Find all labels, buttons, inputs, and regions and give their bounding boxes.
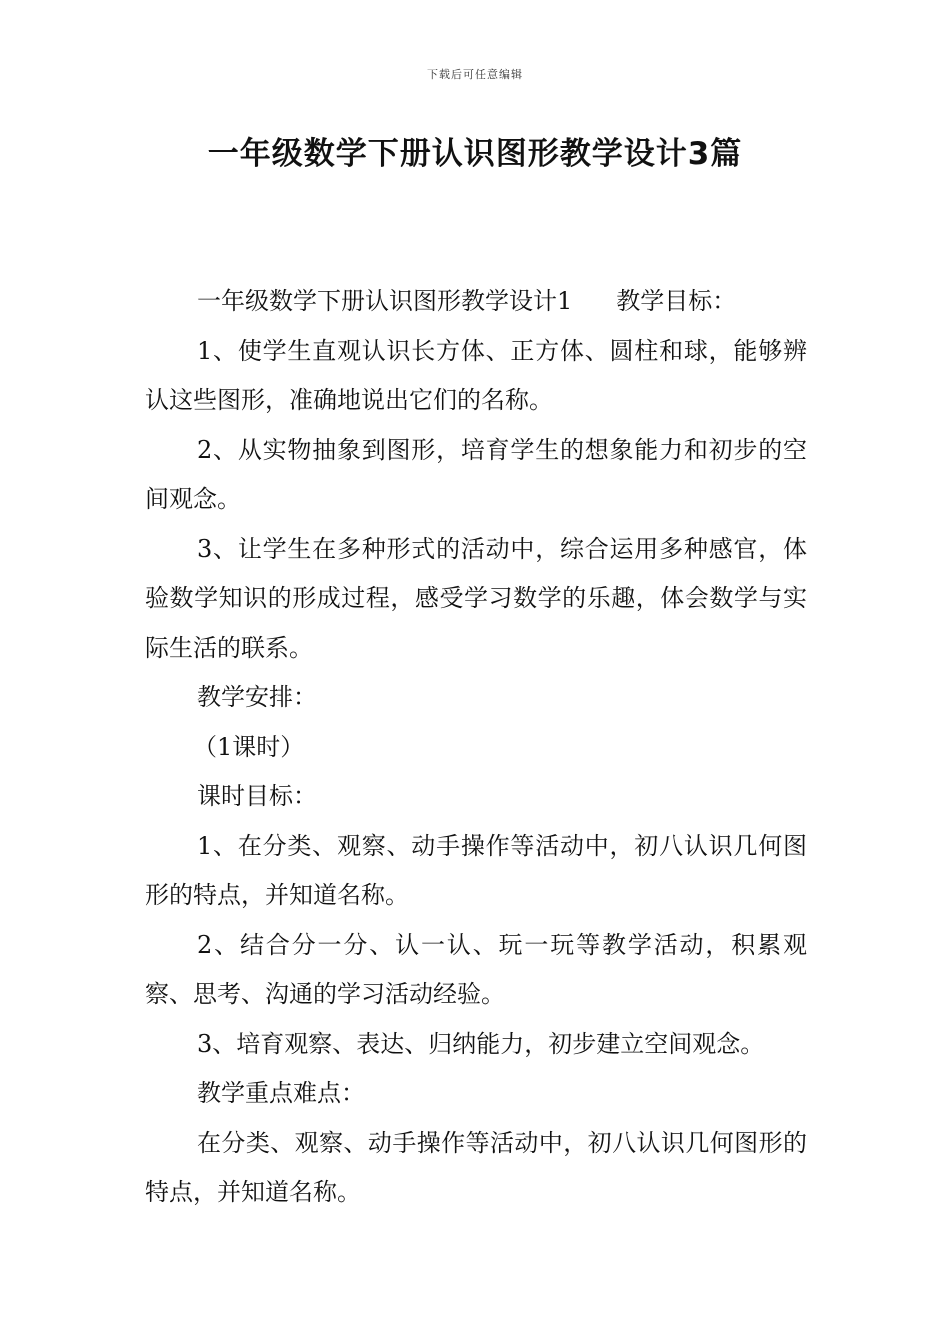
paragraph: 3、培育观察、表达、归纳能力，初步建立空间观念。 — [197, 1029, 765, 1058]
paragraph: 2、结合分一分、认一认、玩一玩等教学活动，积累观察、思考、沟通的学习活动经验。 — [145, 930, 807, 1008]
header-note: 下载后可任意编辑 — [427, 68, 523, 81]
document-title: 一年级数学下册认识图形教学设计3篇 — [207, 136, 743, 172]
section-title: 一年级数学下册认识图形教学设计1 — [197, 287, 573, 315]
paragraph: 1、在分类、观察、动手操作等活动中，初八认识几何图形的特点，并知道名称。 — [145, 831, 807, 909]
document-body — [145, 277, 807, 1218]
paragraph: 课时目标： — [197, 782, 317, 810]
paragraph: 教学重点难点： — [197, 1079, 365, 1107]
objectives-label: 教学目标： — [616, 287, 737, 315]
paragraph: 2、从实物抽象到图形，培育学生的想象能力和初步的空间观念。 — [145, 435, 807, 513]
section-heading — [145, 277, 807, 327]
paragraph: （1课时） — [193, 732, 305, 761]
paragraph: 3、让学生在多种形式的活动中，综合运用多种感官，体验数学知识的形成过程，感受学习数学的乐趣，体会数学与实际生活的联系。 — [145, 534, 807, 662]
paragraph: 教学安排： — [197, 683, 317, 711]
paragraph: 1、使学生直观认识长方体、正方体、圆柱和球，能够辨认这些图形，准确地说出它们的名称。 — [145, 336, 807, 414]
paragraph: 在分类、观察、动手操作等活动中，初八认识几何图形的特点，并知道名称。 — [145, 1128, 807, 1206]
